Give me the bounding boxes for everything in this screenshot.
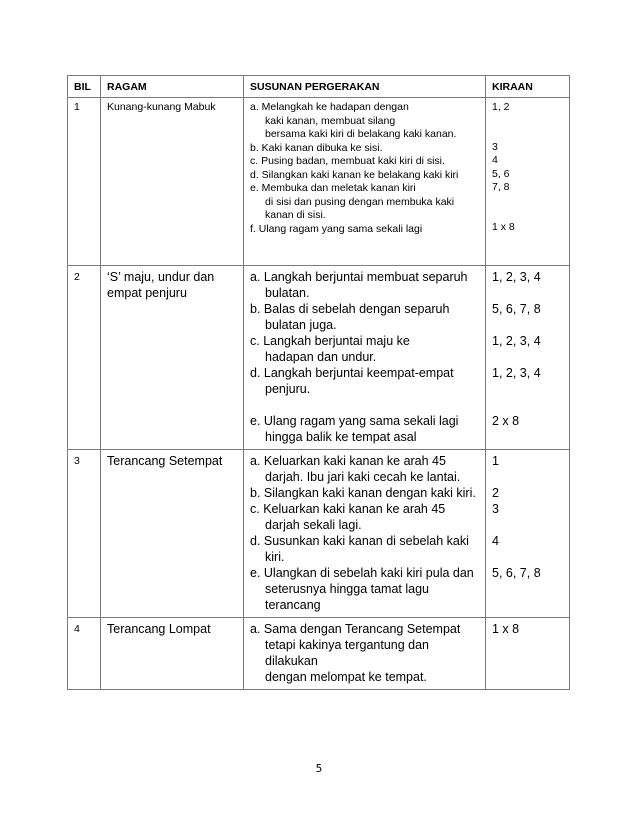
step-line: darjah sekali lagi. xyxy=(265,518,362,532)
step-line: c. Pusing badan, membuat kaki kiri di sisi. xyxy=(250,155,445,167)
step-line: e. Membuka dan meletak kanan kiri xyxy=(250,182,416,194)
page-number: 5 xyxy=(315,763,323,775)
count-value: 2 xyxy=(492,486,499,500)
header-kiraan: KIRAAN xyxy=(486,76,570,98)
step-line: tetapi kakinya tergantung dan dilakukan xyxy=(265,638,430,668)
count-value: 2 x 8 xyxy=(492,414,520,428)
row-number: 4 xyxy=(68,618,101,690)
step-line: bersama kaki kiri di belakang kaki kanan. xyxy=(265,128,457,140)
dance-steps-table xyxy=(67,75,570,690)
count-value: 5, 6, 7, 8 xyxy=(492,302,541,316)
step-line: dengan melompat ke tempat. xyxy=(265,670,427,684)
count-value: 1, 2, 3, 4 xyxy=(492,366,541,380)
step-line: a. Keluarkan kaki kanan ke arah 45 xyxy=(250,454,446,468)
count-value: 1 xyxy=(492,454,499,468)
ragam-cell: Terancang Setempat xyxy=(101,450,244,618)
kiraan-cell xyxy=(486,98,570,266)
count-value: 1, 2, 3, 4 xyxy=(492,334,541,348)
count-value: 1 x 8 xyxy=(492,220,515,233)
row-number: 2 xyxy=(68,266,101,450)
kiraan-cell xyxy=(486,450,570,618)
ragam-line: empat penjuru xyxy=(107,286,187,300)
step-line: hingga balik ke tempat asal xyxy=(265,430,417,444)
kiraan-cell xyxy=(486,266,570,450)
row-number: 1 xyxy=(68,98,101,266)
step-line: e. Ulang ragam yang sama sekali lagi xyxy=(250,414,459,428)
count-value: 1, 2, 3, 4 xyxy=(492,270,541,284)
steps-cell xyxy=(244,618,486,690)
steps-cell xyxy=(244,98,486,266)
step-line: kanan di sisi. xyxy=(265,209,326,221)
step-line: d. Langkah berjuntai keempat-empat xyxy=(250,366,454,380)
step-line: b. Kaki kanan dibuka ke sisi. xyxy=(250,141,383,154)
steps-cell xyxy=(244,266,486,450)
step-line: a. Langkah berjuntai membuat separuh xyxy=(250,270,468,284)
table-row xyxy=(68,98,570,266)
row-number: 3 xyxy=(68,450,101,618)
step-line: e. Ulangkan di sebelah kaki kiri pula dan xyxy=(250,566,474,580)
count-value: 4 xyxy=(492,534,499,548)
step-line: di sisi dan pusing dengan membuka kaki xyxy=(265,195,455,208)
step-line: bulatan. xyxy=(265,286,310,300)
ragam-cell: Terancang Lompat xyxy=(101,618,244,690)
kiraan-cell xyxy=(486,618,570,690)
header-bil: BIL xyxy=(68,76,101,98)
ragam-cell xyxy=(101,266,244,450)
step-line: b. Silangkan kaki kanan dengan kaki kiri. xyxy=(250,486,476,500)
step-line: darjah. Ibu jari kaki cecah ke lantai. xyxy=(265,470,461,484)
step-line: kaki kanan, membuat silang xyxy=(265,114,396,127)
step-line: f. Ulang ragam yang sama sekali lagi xyxy=(250,222,423,235)
steps-cell xyxy=(244,450,486,618)
step-line: a. Sama dengan Terancang Setempat xyxy=(250,622,461,636)
count-value: 3 xyxy=(492,502,499,516)
table-row xyxy=(68,266,570,450)
step-line: c. Keluarkan kaki kanan ke arah 45 xyxy=(250,502,446,516)
ragam-cell: Kunang-kunang Mabuk xyxy=(101,98,244,266)
count-value: 1, 2 xyxy=(492,101,510,113)
count-value: 7, 8 xyxy=(492,181,510,193)
count-value: 3 xyxy=(492,140,498,153)
count-value: 5, 6, 7, 8 xyxy=(492,566,541,580)
table-row xyxy=(68,618,570,690)
table-header-row xyxy=(68,76,570,98)
step-line: d. Silangkan kaki kanan ke belakang kaki kiri xyxy=(250,168,459,181)
header-ragam: RAGAM xyxy=(101,76,244,98)
count-value: 5, 6 xyxy=(492,167,510,180)
header-susunan-pergerakan: SUSUNAN PERGERAKAN xyxy=(244,76,486,98)
step-line: hadapan dan undur. xyxy=(265,350,377,364)
step-line: c. Langkah berjuntai maju ke xyxy=(250,334,410,348)
step-line: a. Melangkah ke hadapan dengan xyxy=(250,101,409,113)
step-line: seterusnya hingga tamat lagu terancang xyxy=(265,582,429,612)
step-line: kiri. xyxy=(265,550,285,564)
step-line: d. Susunkan kaki kanan di sebelah kaki xyxy=(250,534,469,548)
step-line: penjuru. xyxy=(265,382,311,396)
table-row xyxy=(68,450,570,618)
count-value: 1 x 8 xyxy=(492,622,520,636)
ragam-line: ‘S’ maju, undur dan xyxy=(107,270,215,284)
step-line: bulatan juga. xyxy=(265,318,337,332)
count-value: 4 xyxy=(492,154,498,166)
step-line: b. Balas di sebelah dengan separuh xyxy=(250,302,450,316)
